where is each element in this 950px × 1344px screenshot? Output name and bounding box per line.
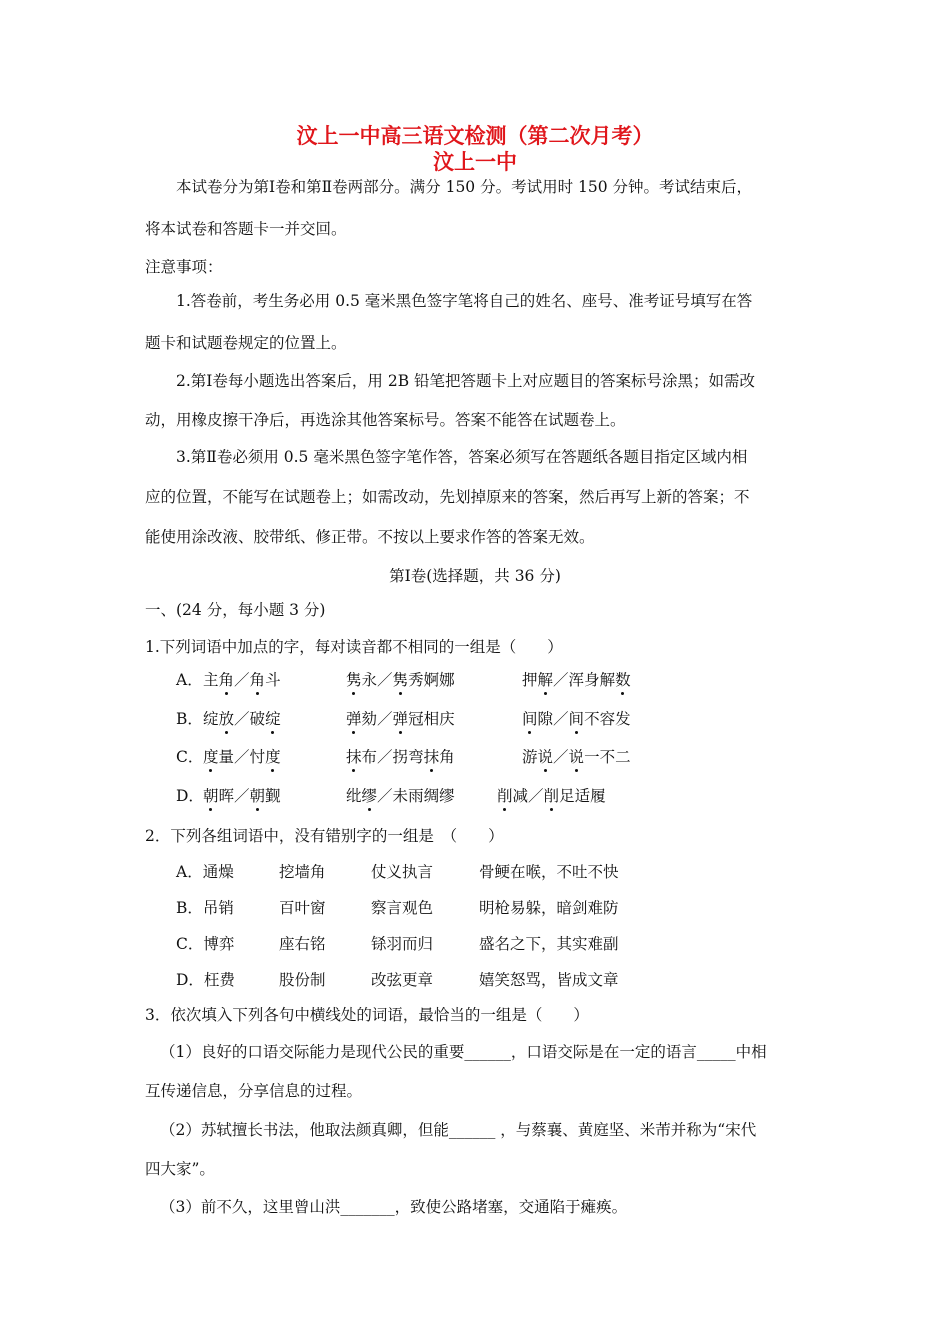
q2-option-d-w1: D．枉费 [176, 971, 235, 989]
q2-option-b-w3: 察言观色 [371, 899, 434, 917]
notice-item-3-line-3: 能使用涂改液、胶带纸、修正带。不按以上要求作答的答案无效。 [145, 528, 595, 546]
q1-option-b-col2: 弹劾／弹冠相庆 [346, 710, 455, 728]
notice-item-3-line-2: 应的位置，不能写在试题卷上；如需改动，先划掉原来的答案，然后再写上新的答案；不 [145, 488, 750, 506]
part1-heading: 第Ⅰ卷(选择题，共 36 分) [389, 567, 561, 585]
intro-line-1: 本试卷分为第Ⅰ卷和第Ⅱ卷两部分。满分 150 分。考试用时 150 分钟。考试结束后， [176, 178, 753, 196]
q1-option-c-label: C． [176, 748, 204, 766]
q1-option-a-col2: 隽永／隽秀婀娜 [346, 671, 455, 689]
notice-heading: 注意事项： [145, 258, 223, 276]
notice-item-1-line-2: 题卡和试题卷规定的位置上。 [145, 334, 347, 352]
q1-option-c-col1: 度量／忖度 [203, 748, 281, 766]
q3-stem: 3．依次填入下列各句中横线处的词语，最恰当的一组是（ ） [145, 1006, 589, 1024]
q2-option-d-w2: 股份制 [279, 971, 326, 989]
exam-title: 汶上一中高三语文检测（第二次月考） [296, 123, 654, 148]
q2-option-c-w3: 铩羽而归 [371, 935, 434, 953]
section-heading: 一、(24 分，每小题 3 分) [145, 601, 326, 619]
q2-option-a-w3: 仗义执言 [371, 863, 434, 881]
notice-item-2-line-2: 动，用橡皮擦干净后，再选涂其他答案标号。答案不能答在试题卷上。 [145, 411, 626, 429]
q1-option-b-col3: 间隙／间不容发 [522, 710, 631, 728]
q2-option-c-w4: 盛名之下，其实难副 [479, 935, 619, 953]
q2-option-d-w4: 嬉笑怒骂，皆成文章 [479, 971, 619, 989]
q3-sentence-2-line-2: 四大家”。 [145, 1160, 215, 1178]
notice-item-1-line-1: 1.答卷前，考生务必用 0.5 毫米黑色签字笔将自己的姓名、座号、准考证号填写在答 [176, 292, 753, 310]
q1-option-b-label: B． [176, 710, 203, 728]
q2-option-c-w2: 座右铭 [279, 935, 326, 953]
q2-option-b-w1: B．吊销 [176, 899, 234, 917]
q1-option-a-label: A． [176, 671, 203, 689]
q3-sentence-1-line-2: 互传递信息，分享信息的过程。 [145, 1082, 363, 1100]
q1-option-d-col3: 削减／削足适履 [497, 787, 606, 805]
q1-option-c-col2: 抹布／拐弯抹角 [346, 748, 455, 766]
q1-stem: 1.下列词语中加点的字，每对读音都不相同的一组是（ ） [145, 638, 563, 656]
q3-sentence-3-line-1: （3）前不久，这里曾山洪_______，致使公路堵塞，交通陷于瘫痪。 [160, 1198, 628, 1216]
q2-option-a-w1: A．通燥 [176, 863, 234, 881]
q2-option-a-w4: 骨鲠在喉，不吐不快 [479, 863, 619, 881]
q2-stem: 2．下列各组词语中，没有错别字的一组是 （ ） [145, 827, 504, 845]
q2-option-a-w2: 挖墙角 [279, 863, 326, 881]
q1-option-a-col3: 押解／浑身解数 [522, 671, 631, 689]
notice-item-2-line-1: 2.第Ⅰ卷每小题选出答案后，用 2B 铅笔把答题卡上对应题目的答案标号涂黑；如需改 [176, 372, 756, 390]
q2-option-c-w1: C．博弈 [176, 935, 235, 953]
q2-option-b-w4: 明枪易躲，暗剑难防 [479, 899, 619, 917]
q2-option-d-w3: 改弦更章 [371, 971, 434, 989]
intro-line-2: 将本试卷和答题卡一并交回。 [145, 220, 347, 238]
q1-option-c-col3: 游说／说一不二 [522, 748, 631, 766]
q3-sentence-1-line-1: （1）良好的口语交际能力是现代公民的重要______，口语交际是在一定的语言_____中相 [160, 1043, 767, 1061]
q1-option-a-col1: 主角／角斗 [203, 671, 281, 689]
q1-option-d-col2: 纰缪／未雨绸缪 [346, 787, 455, 805]
school-name: 汶上一中 [433, 149, 517, 174]
q1-option-d-label: D． [176, 787, 204, 805]
q3-sentence-2-line-1: （2）苏轼擅长书法，他取法颜真卿，但能______ ，与蔡襄、黄庭坚、米芾并称为“宋代 [160, 1121, 757, 1139]
q2-option-b-w2: 百叶窗 [279, 899, 326, 917]
notice-item-3-line-1: 3.第Ⅱ卷必须用 0.5 毫米黑色签字笔作答，答案必须写在答题纸各题目指定区域内相 [176, 448, 748, 466]
q1-option-d-col1: 朝晖／朝觐 [203, 787, 281, 805]
q1-option-b-col1: 绽放／破绽 [203, 710, 281, 728]
